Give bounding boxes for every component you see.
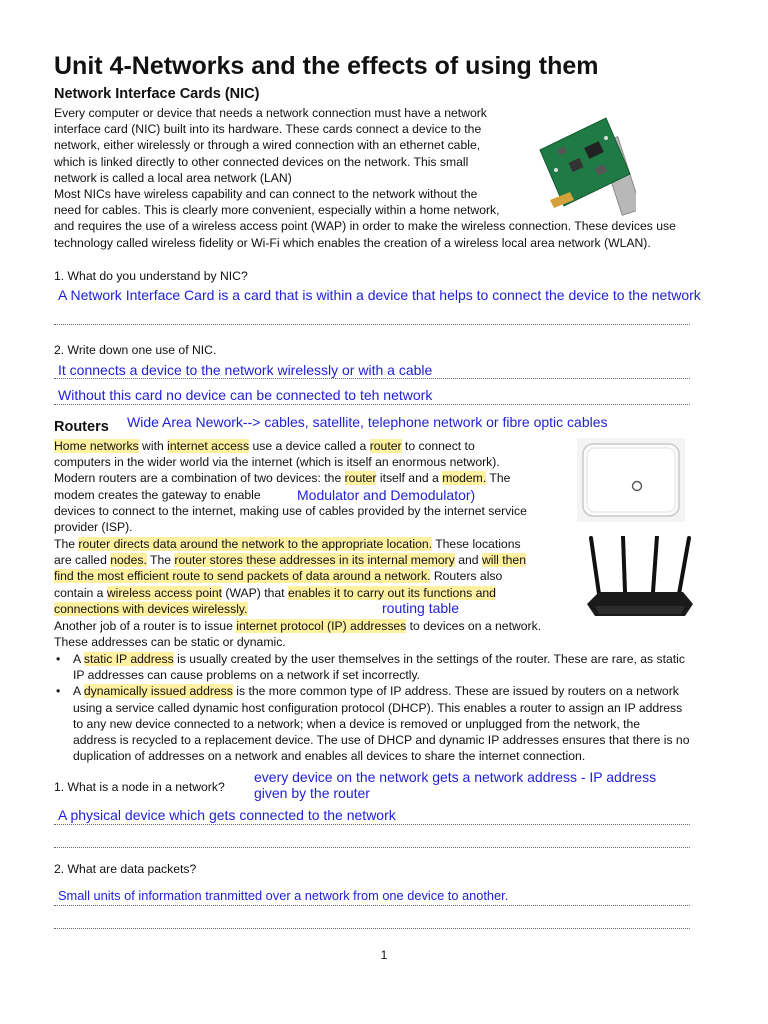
nic-line: Most NICs have wireless capability and can connect to the network without the [54, 187, 478, 202]
highlight: find the most efficient route to send packets of data around a network. [54, 569, 431, 584]
nic-line: Every computer or device that needs a network connection must have a network [54, 106, 487, 120]
highlight: internet protocol (IP) addresses [236, 619, 407, 633]
router-black-image [585, 536, 695, 620]
highlight: wireless access point [106, 585, 223, 600]
highlight: router [344, 471, 377, 486]
nic-line: and requires the use of a wireless access point (WAP) in order to make the wireless connection. These devices use [54, 219, 676, 234]
nic-line: which is linked directly to other connected devices on the network. This small [54, 154, 469, 169]
highlight: Home networks [54, 439, 139, 453]
nic-heading: Network Interface Cards (NIC) [54, 86, 260, 102]
highlight: modem. [442, 471, 487, 486]
page-number: 1 [380, 948, 388, 962]
ip-address-list [54, 651, 689, 764]
routers-paragraph-1: Home networks with internet access use a device called a router to connect to computers in the wider world via the internet (which is itself an enormous network). Modern routers are a combination of two devices: the router itself and a modem. The modem creates the gateway to enable devices to connect to the internet, making use of cables provided by the internet service provider (ISP). [54, 439, 527, 535]
answer-line [54, 905, 690, 906]
nic-line: need for cables. This is clearly more convenient, especially within a home network, [54, 203, 500, 218]
note-routing-table: routing table [382, 600, 460, 616]
page-title: Unit 4-Networks and the effects of using them [54, 52, 599, 80]
answer-line [54, 928, 690, 929]
highlight: dynamically issued address [83, 684, 233, 699]
nic-card-image [536, 108, 636, 216]
nic-line: interface card (NIC) built into its hardware. These cards connect a device to the [54, 122, 482, 137]
note-modem: Modulator and Demodulator) [297, 487, 476, 503]
list-item: • A static IP address is usually created by the user themselves in the settings of the router. These are rare, as static IP addresses can cause problems on a network if set incorrectly. [54, 651, 689, 683]
nic-question-2: 2. Write down one use of NIC. [54, 343, 217, 357]
routers-heading: Routers [54, 419, 109, 435]
note-ip-1: every device on the network gets a network address - IP address [254, 769, 657, 785]
nic-line: network is called a local area network (LAN) [54, 170, 292, 185]
note-ip-2: given by the router [254, 785, 370, 801]
routers-paragraph-3: Another job of a router is to issue internet protocol (IP) addresses to devices on a network. These addresses can be static or dynamic. [54, 619, 542, 650]
routers-answer-2: Small units of information tranmitted over a network from one device to another. [58, 888, 509, 903]
router-white-image [577, 438, 685, 522]
highlight: router directs data around the network to the appropriate location. [78, 537, 433, 551]
highlight: enables it to carry out its functions and [287, 585, 496, 600]
nic-answer-1: A Network Interface Card is a card that is within a device that helps to connect the device to the network [58, 287, 701, 303]
note-wan: Wide Area Nework--> cables, satellite, telephone network or fibre optic cables [127, 414, 608, 430]
nic-line: network, either wirelessly or through a wired connection with an ethernet cable, [54, 138, 481, 153]
nic-answer-2b: Without this card no device can be connected to teh network [58, 387, 433, 403]
highlight: internet access [167, 439, 250, 453]
nic-question-1: 1. What do you understand by NIC? [54, 269, 248, 283]
highlight: router stores these addresses in its internal memory [174, 553, 455, 568]
list-item: • A dynamically issued address is the more common type of IP address. These are issued by routers on a network using a service called dynamic host configuration protocol (DHCP). This enables a router to assign an IP address to any new device connected to a network; when a device is removed or unplugged from the network, the address is recycled to a replacement device. The use of DHCP and dynamic IP addresses ensures that there is no duplication of addresses on a network and enables all devices to share the internet connection. [54, 683, 689, 764]
answer-line [54, 404, 690, 405]
nic-line: technology called wireless fidelity or Wi-Fi which enables the creation of a wireless local area network (WLAN). [54, 235, 651, 250]
highlight: nodes. [110, 553, 147, 568]
routers-answer-1: A physical device which gets connected to the network [58, 807, 396, 823]
answer-line [54, 847, 690, 848]
routers-paragraph-2: The router directs data around the network to the appropriate location. These locations are called nodes. The router stores these addresses in its internal memory and will then find the most efficient route to send packets of data around a network. Routers also contain a wireless access point (WAP) that enables it to carry out its functions and connections with devices wirelessly. [54, 537, 526, 616]
answer-line [54, 824, 690, 825]
answer-line [54, 378, 690, 379]
routers-question-2: 2. What are data packets? [54, 862, 197, 876]
highlight: static IP address [83, 652, 174, 666]
highlight: will then [481, 553, 526, 568]
highlight: connections with devices wirelessly. [54, 601, 248, 616]
routers-question-1: 1. What is a node in a network? [54, 780, 225, 794]
nic-answer-2a: It connects a device to the network wirelessly or with a cable [58, 362, 433, 378]
highlight: router [369, 439, 402, 453]
answer-line [54, 324, 690, 325]
